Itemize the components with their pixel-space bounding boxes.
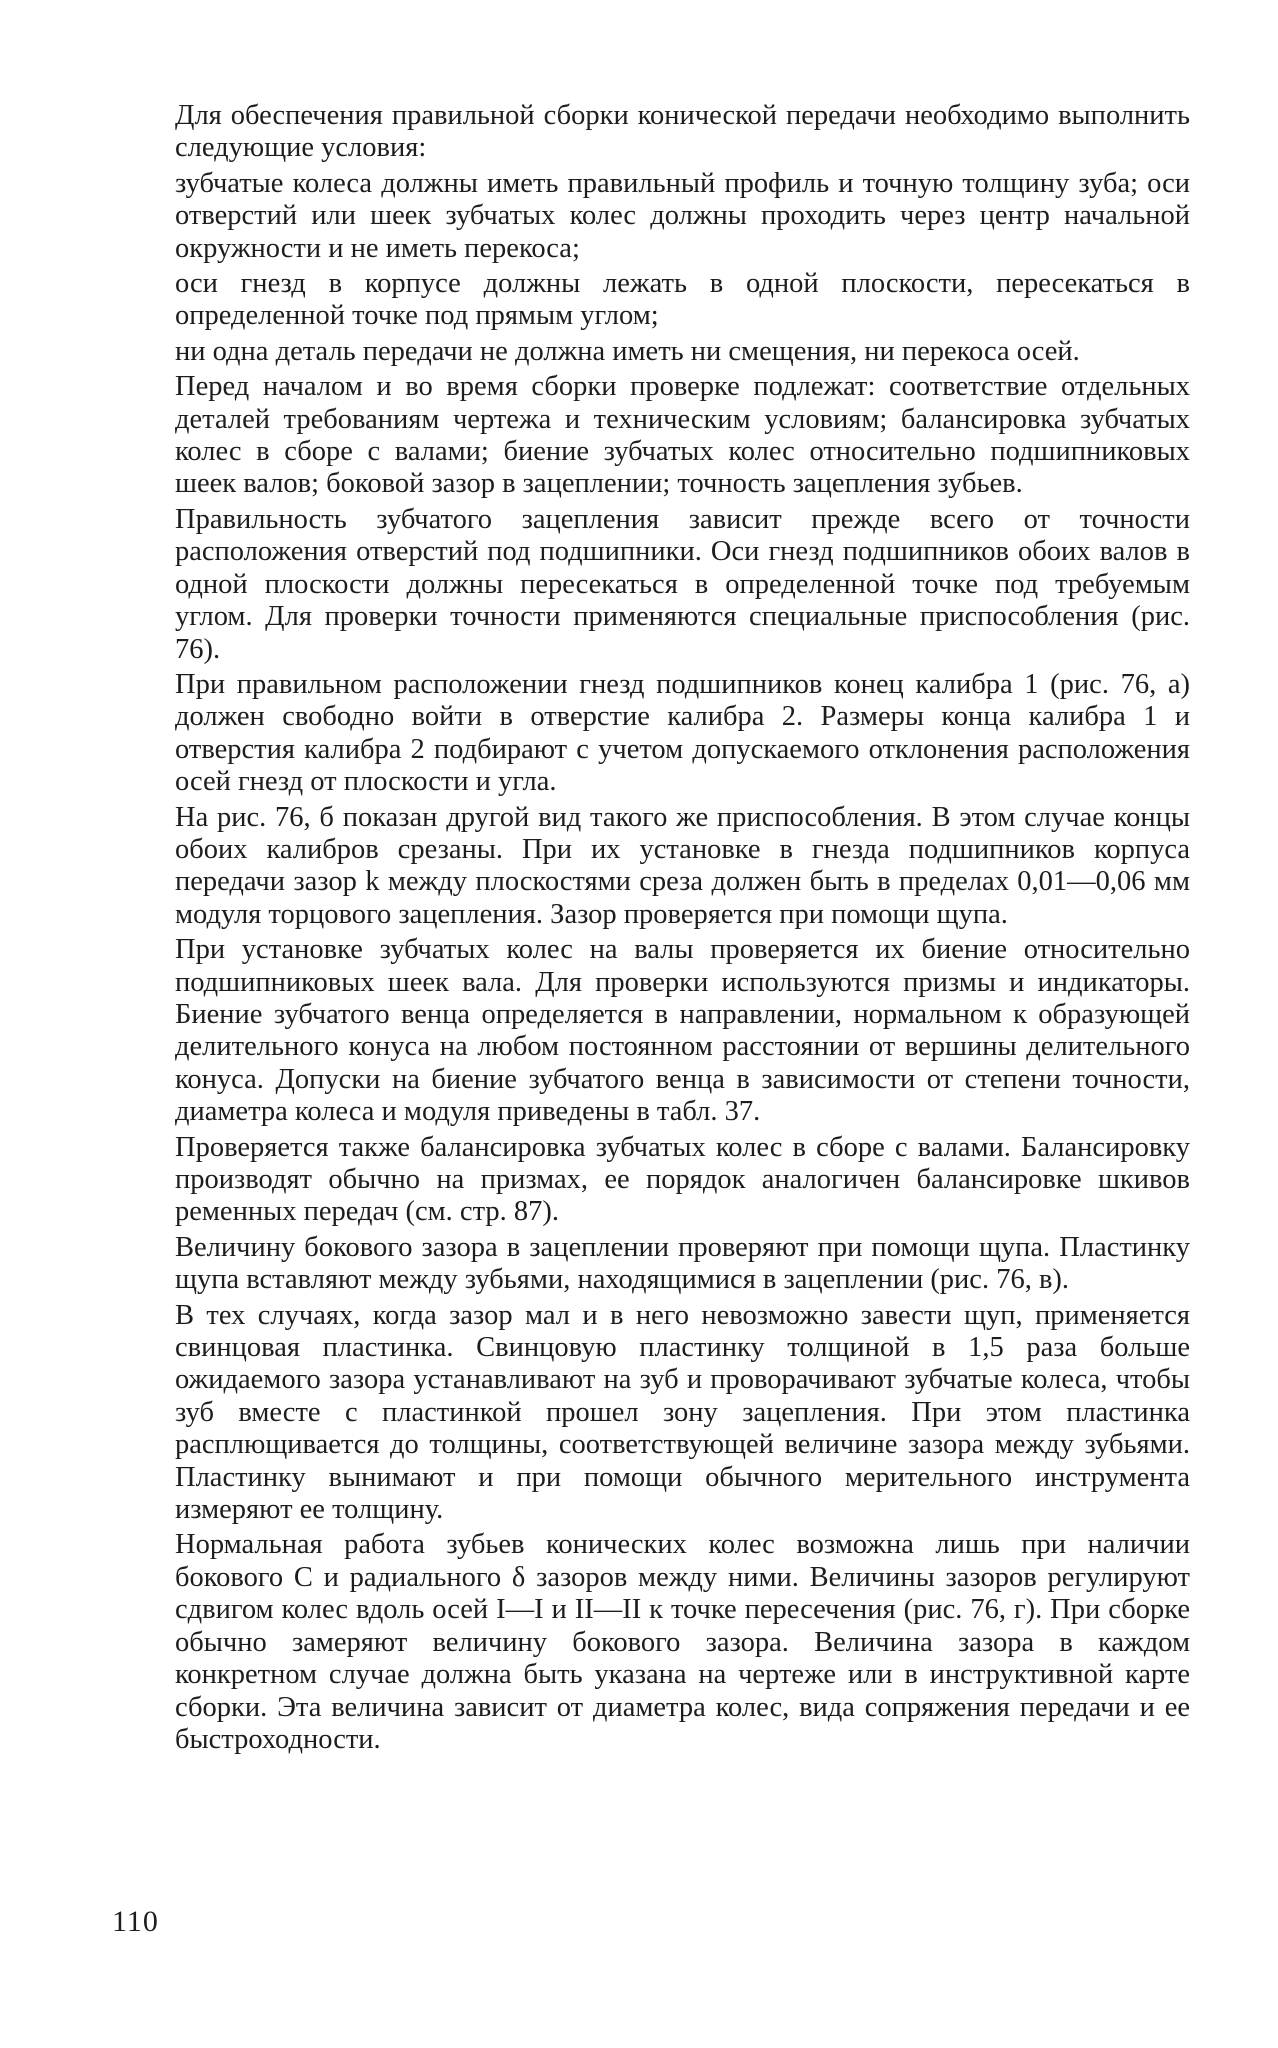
paragraph-8: На рис. 76, б показан другой вид такого же приспособления. В этом случае концы обоих калибров срезаны. При их установке в гнезда подшипников корпуса передачи зазор k между плоскостями среза должен быть в пределах 0,01—0,06 мм модуля торцового зацепления. Зазор проверяется при помощи щупа.	[175, 801, 1190, 930]
page-body	[175, 100, 1190, 1759]
paragraph-4: ни одна деталь передачи не должна иметь ни смещения, ни перекоса осей.	[175, 335, 1080, 367]
paragraph-2: зубчатые колеса должны иметь правильный профиль и точную толщину зуба; оси отверстий или шеек зубчатых колес должны проходить через центр начальной окружности и не иметь перекоса;	[175, 167, 1190, 264]
paragraph-7: При правильном расположении гнезд подшипников конец калибра 1 (рис. 76, а) должен свободно войти в отверстие калибра 2. Размеры конца калибра 1 и отверстия калибра 2 подбирают с учетом допускаемого отклонения расположения осей гнезд от плоскости и угла.	[175, 668, 1190, 798]
paragraph-10: Проверяется также балансировка зубчатых колес в сборе с валами. Балансировку производят обычно на призмах, ее порядок аналогичен балансировке шкивов ременных передач (см. стр. 87).	[175, 1131, 1190, 1228]
page-number: 110	[112, 1905, 159, 1938]
paragraph-9: При установке зубчатых колес на валы проверяется их биение относительно подшипниковых шеек вала. Для проверки используются призмы и индикаторы. Биение зубчатого венца определяется в направлении, нормальном к образующей делительного конуса на любом постоянном расстоянии от вершины делительного конуса. Допуски на биение зубчатого венца в зависимости от степени точности, диаметра колеса и модуля приведены в табл. 37.	[175, 934, 1190, 1128]
paragraph-11: Величину бокового зазора в зацеплении проверяют при помощи щупа. Пластинку щупа вставляют между зубьями, находящимися в зацеплении (рис. 76, в).	[175, 1231, 1190, 1296]
paragraph-13: Нормальная работа зубьев конических колес возможна лишь при наличии бокового С и радиального δ зазоров между ними. Величины зазоров регулируют сдвигом колес вдоль осей I—I и II—II к точке пересечения (рис. 76, г). При сборке обычно замеряют величину бокового зазора. Величина зазора в каждом конкретном случае должна быть указана на чертеже или в инструктивной карте сборки. Эта величина зависит от диаметра колес, вида сопряжения передачи и ее быстроходности.	[175, 1529, 1190, 1755]
paragraph-5: Перед началом и во время сборки проверке подлежат: соответствие отдельных деталей требованиям чертежа и техническим условиям; балансировка зубчатых колес в сборе с валами; биение зубчатых колес относительно подшипниковых шеек валов; боковой зазор в зацеплении; точность зацепления зубьев.	[175, 371, 1190, 500]
paragraph-3: оси гнезд в корпусе должны лежать в одной плоскости, пересекаться в определенной точке под прямым углом;	[175, 268, 1190, 332]
paragraph-1: Для обеспечения правильной сборки конической передачи необходимо выполнить следующие условия:	[175, 100, 1190, 164]
paragraph-6: Правильность зубчатого зацепления зависит прежде всего от точности расположения отверстий под подшипники. Оси гнезд подшипников обоих валов в одной плоскости должны пересекаться в определенной точке под требуемым углом. Для проверки точности применяются специальные приспособления (рис. 76).	[175, 503, 1190, 665]
paragraph-12: В тех случаях, когда зазор мал и в него невозможно завести щуп, применяется свинцовая пластинка. Свинцовую пластинку толщиной в 1,5 раза больше ожидаемого зазора устанавливают на зуб и проворачивают зубчатые колеса, чтобы зуб вместе с пластинкой прошел зону зацепления. При этом пластинка расплющивается до толщины, соответствующей величине зазора между зубьями. Пластинку вынимают и при помощи обычного мерительного инструмента измеряют ее толщину.	[175, 1299, 1190, 1526]
